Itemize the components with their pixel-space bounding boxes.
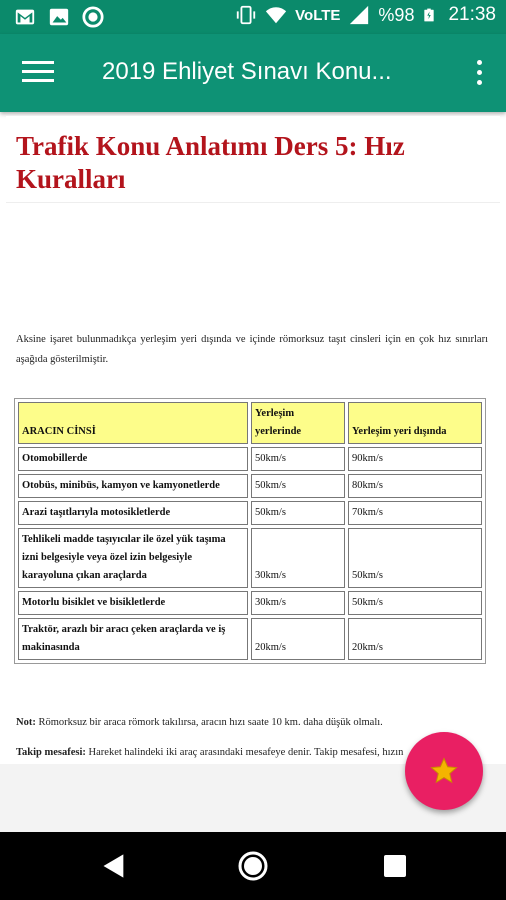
divider bbox=[6, 202, 500, 203]
out-settlement-cell: 50km/s bbox=[348, 528, 482, 588]
vehicle-type-cell: Arazi taşıtlarıyla motosikletlerde bbox=[18, 501, 248, 525]
more-options-icon[interactable] bbox=[474, 60, 484, 88]
out-settlement-cell: 20km/s bbox=[348, 618, 482, 660]
table-header-row bbox=[18, 402, 482, 444]
vehicle-type-cell: Traktör, arazlı bir aracı çeken araçlarda ve iş makinasında bbox=[18, 618, 248, 660]
table-row bbox=[18, 474, 482, 498]
volte-label: VoLTE bbox=[295, 6, 341, 24]
hamburger-menu-icon[interactable] bbox=[22, 61, 54, 85]
vehicle-type-cell: Tehlikeli madde taşıyıcılar ile özel yük taşıma izni belgesiyle veya özel izin belgesiyle karayoluna çıkan araçlarda bbox=[18, 528, 248, 588]
gmail-icon bbox=[14, 6, 36, 28]
recent-apps-icon[interactable] bbox=[384, 855, 406, 877]
note-paragraph bbox=[16, 714, 492, 732]
vehicle-type-cell: Otomobillerde bbox=[18, 447, 248, 471]
system-navigation-bar bbox=[0, 832, 506, 900]
in-settlement-cell: 50km/s bbox=[251, 447, 345, 471]
header-out-settlement: Yerleşim yeri dışında bbox=[348, 402, 482, 444]
back-icon[interactable] bbox=[100, 852, 128, 880]
status-bar bbox=[0, 0, 506, 34]
favorite-fab-button[interactable] bbox=[405, 732, 483, 810]
in-settlement-cell: 30km/s bbox=[251, 528, 345, 588]
vehicle-type-cell: Motorlu bisiklet ve bisikletlerde bbox=[18, 591, 248, 615]
follow-distance-label: Takip mesafesi: bbox=[16, 747, 86, 758]
table-row bbox=[18, 447, 482, 471]
table-row bbox=[18, 591, 482, 615]
signal-icon bbox=[348, 4, 370, 26]
star-icon bbox=[429, 756, 459, 786]
out-settlement-cell: 90km/s bbox=[348, 447, 482, 471]
intro-paragraph: Aksine işaret bulunmadıkça yerleşim yeri dışında ve içinde römorksuz taşıt cinsleri için en çok hız sınırları aşağıda gösterilmiştir. bbox=[16, 334, 488, 365]
follow-distance-text: Hareket halindeki iki araç arasındaki mesafeye denir. Takip mesafesi, hızın bbox=[85, 747, 404, 758]
header-in-settlement: Yerleşim yerlerinde bbox=[251, 402, 345, 444]
home-icon[interactable] bbox=[237, 850, 269, 882]
note-label: Not: bbox=[16, 717, 36, 728]
out-settlement-cell: 80km/s bbox=[348, 474, 482, 498]
header-vehicle-type: ARACIN CİNSİ bbox=[18, 402, 248, 444]
image-icon bbox=[48, 6, 70, 28]
app-title: 2019 Ehliyet Sınavı Konu... bbox=[102, 58, 392, 85]
note-text: Römorksuz bir araca römork takılırsa, aracın hızı saate 10 km. daha düşük olmalı. bbox=[35, 717, 383, 728]
in-settlement-cell: 30km/s bbox=[251, 591, 345, 615]
out-settlement-cell: 50km/s bbox=[348, 591, 482, 615]
article-title: Trafik Konu Anlatımı Ders 5: Hız Kuralları bbox=[16, 131, 405, 194]
out-settlement-cell: 70km/s bbox=[348, 501, 482, 525]
clock: 21:38 bbox=[448, 4, 496, 25]
app-bar bbox=[0, 34, 506, 112]
vehicle-type-cell: Otobüs, minibüs, kamyon ve kamyonetlerde bbox=[18, 474, 248, 498]
speed-limit-table bbox=[14, 398, 486, 664]
in-settlement-cell: 50km/s bbox=[251, 501, 345, 525]
table-row bbox=[18, 618, 482, 660]
table-row bbox=[18, 501, 482, 525]
in-settlement-cell: 20km/s bbox=[251, 618, 345, 660]
wifi-icon bbox=[265, 4, 287, 26]
battery-percent: %98 bbox=[378, 4, 415, 25]
in-settlement-cell: 50km/s bbox=[251, 474, 345, 498]
article-content[interactable] bbox=[6, 116, 500, 830]
battery-icon bbox=[422, 4, 436, 26]
circle-notification-icon bbox=[82, 6, 104, 28]
vibrate-icon bbox=[235, 4, 257, 26]
table-row bbox=[18, 528, 482, 588]
